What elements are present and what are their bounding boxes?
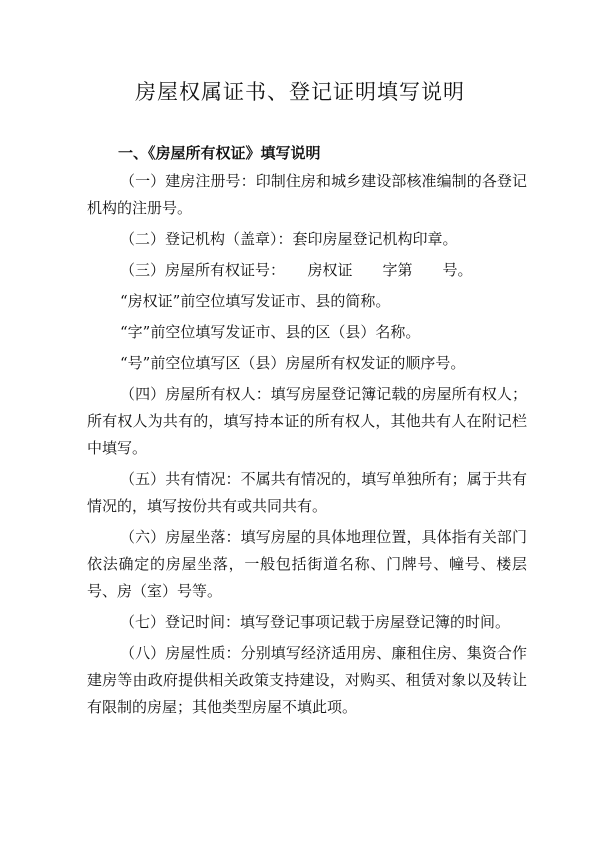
paragraph-note-hao: “号”前空位填写区（县）房屋所有权发证的顺序号。 (120, 354, 466, 372)
paragraph-item-8-property-nature: （八）房屋性质：分别填写经济适用房、廉租住房、集资合作建房等由政府提供相关政策支持建设，对购买、租赁对象以及转让有限制的房屋；其他类型房屋不填此项。 (87, 644, 527, 716)
paragraph-item-5-co-ownership: （五）共有情况：不属共有情况的，填写单独所有；属于共有情况的，填写按份共有或共同共有。 (87, 470, 527, 515)
paragraph-note-zi: “字”前空位填写发证市、县的区（县）名称。 (120, 323, 421, 341)
paragraph-item-2-registration-authority: （二）登记机构（盖章）：套印房屋登记机构印章。 (120, 230, 458, 248)
paragraph-item-4-owner: （四）房屋所有权人：填写房屋登记簿记载的房屋所有权人；所有权人为共有的，填写持本证的所有权人，其他共有人在附记栏中填写。 (87, 385, 527, 457)
paragraph-item-1-registration-number: （一）建房注册号：印制住房和城乡建设部核准编制的各登记机构的注册号。 (87, 172, 527, 217)
paragraph-item-7-registration-time: （七）登记时间：填写登记事项记载于房屋登记簿的时间。 (120, 613, 511, 631)
document-title: 房屋权属证书、登记证明填写说明 (135, 80, 465, 104)
document-body (87, 168, 527, 721)
section-heading: 一、《房屋所有权证》填写说明 (118, 144, 321, 162)
paragraph-item-3-certificate-number: （三）房屋所有权证号： 房权证 字第 号。 (120, 261, 473, 279)
paragraph-note-fangquanzheng: “房权证”前空位填写发证市、县的简称。 (120, 292, 391, 310)
paragraph-item-6-location: （六）房屋坐落：填写房屋的具体地理位置，具体指有关部门依法确定的房屋坐落，一般包括街道名称、门牌号、幢号、楼层号、房（室）号等。 (87, 528, 527, 600)
